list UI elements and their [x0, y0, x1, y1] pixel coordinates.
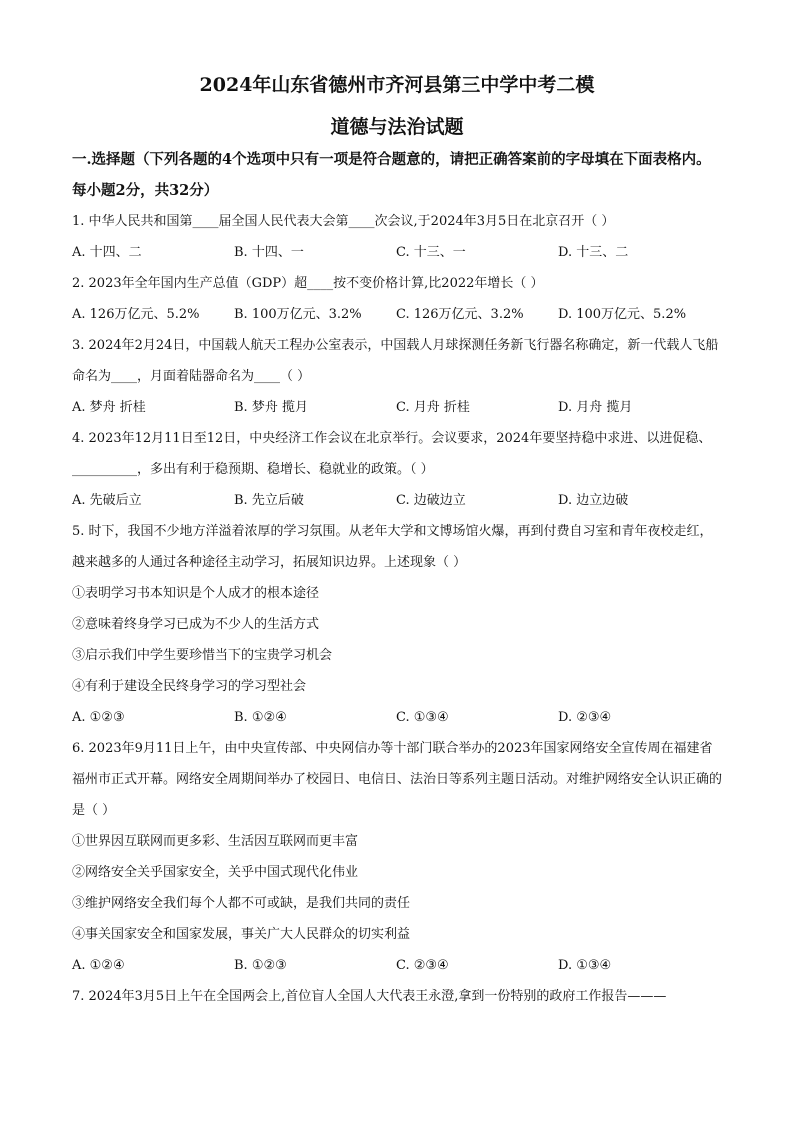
option-d: D. ①③④: [558, 958, 612, 973]
question-options-3: [72, 392, 722, 423]
statement-2: ②意味着终身学习已成为不少人的生活方式: [72, 617, 320, 632]
question-stem-3: 3. 2024年2月24日，中国载人航天工程办公室表示，中国载人月球探测任务新飞行器名称确定，新一代载人飞船命名为____，月面着陆器命名为____（ ）: [72, 338, 719, 384]
question-options-5: [72, 702, 722, 733]
statement-3: ③维护网络安全我们每个人都不可或缺，是我们共同的责任: [72, 896, 411, 911]
statement-3: ③启示我们中学生要珍惜当下的宝贵学习机会: [72, 648, 333, 663]
option-c: C. 月舟 折桂: [396, 400, 470, 415]
option-d: D. 十三、二: [558, 245, 629, 260]
section-heading: 一.选择题（下列各题的4个选项中只有一项是符合题意的，请把正确答案前的字母填在下面表格内。每小题2分，共32分）: [72, 151, 711, 199]
question-stem-4: 4. 2023年12月11日至12日，中央经济工作会议在北京举行。会议要求，2024年要坚持稳中求进、以进促稳、__________，多出有利于稳预期、稳增长、稳就业的政策。（ ）: [72, 431, 712, 477]
option-a: A. 先破后立: [72, 493, 142, 508]
statement-4: ④有利于建设全民终身学习的学习型社会: [72, 679, 307, 694]
option-c: C. 边破边立: [396, 493, 466, 508]
statement-1: ①世界因互联网而更多彩、生活因互联网而更丰富: [72, 834, 359, 849]
question-options-2: [72, 299, 722, 330]
question-stem-5: 5. 时下，我国不少地方洋溢着浓厚的学习氛围。从老年大学和文博场馆火爆，再到付费自习室和青年夜校走红，越来越多的人通过各种途径主动学习，拓展知识边界。上述现象（ ）: [72, 524, 713, 570]
question-stem-6: 6. 2023年9月11日上午，由中央宣传部、中央网信办等十部门联合举办的2023年国家网络安全宣传周在福建省福州市正式开幕。网络安全周期间举办了校园日、电信日、法治日等系列主题日活动。对维护网络安全认识正确的是（ ）: [72, 741, 723, 818]
option-b: B. ①②④: [234, 710, 287, 725]
option-a: A. 梦舟 折桂: [72, 400, 146, 415]
statement-2: ②网络安全关乎国家安全，关乎中国式现代化伟业: [72, 865, 359, 880]
option-c: C. ②③④: [396, 958, 449, 973]
option-b: B. 十四、一: [234, 245, 304, 260]
exam-title: 2024年山东省德州市齐河县第三中学中考二模: [199, 74, 595, 96]
option-a: A. ①②④: [72, 958, 125, 973]
statement-4: ④事关国家安全和国家发展，事关广大人民群众的切实利益: [72, 927, 411, 942]
option-b: B. ①②③: [234, 958, 287, 973]
question-stem-7: 7. 2024年3月5日上午在全国两会上,首位盲人全国人大代表王永澄,拿到一份特别的政府工作报告———: [72, 989, 667, 1004]
option-c: C. 十三、一: [396, 245, 466, 260]
option-b: B. 100万亿元、3.2%: [234, 307, 362, 322]
question-stem-2: 2. 2023年全年国内生产总值（GDP）超____按不变价格计算,比2022年增长（ ）: [72, 276, 544, 291]
option-b: B. 梦舟 揽月: [234, 400, 308, 415]
option-a: A. ①②③: [72, 710, 125, 725]
question-options-1: [72, 237, 722, 268]
question-options-6: [72, 950, 722, 981]
option-c: C. 126万亿元、3.2%: [396, 307, 524, 322]
question-options-4: [72, 485, 722, 516]
option-d: D. ②③④: [558, 710, 612, 725]
option-d: D. 月舟 揽月: [558, 400, 633, 415]
option-a: A. 126万亿元、5.2%: [72, 307, 200, 322]
option-b: B. 先立后破: [234, 493, 304, 508]
option-d: D. 边立边破: [558, 493, 629, 508]
option-a: A. 十四、二: [72, 245, 142, 260]
exam-subtitle: 道德与法治试题: [330, 116, 464, 138]
option-d: D. 100万亿元、5.2%: [558, 307, 687, 322]
statement-1: ①表明学习书本知识是个人成才的根本途径: [72, 586, 320, 601]
option-c: C. ①③④: [396, 710, 449, 725]
question-stem-1: 1. 中华人民共和国第____届全国人民代表大会第____次会议,于2024年3月5日在北京召开（ ）: [72, 214, 615, 229]
